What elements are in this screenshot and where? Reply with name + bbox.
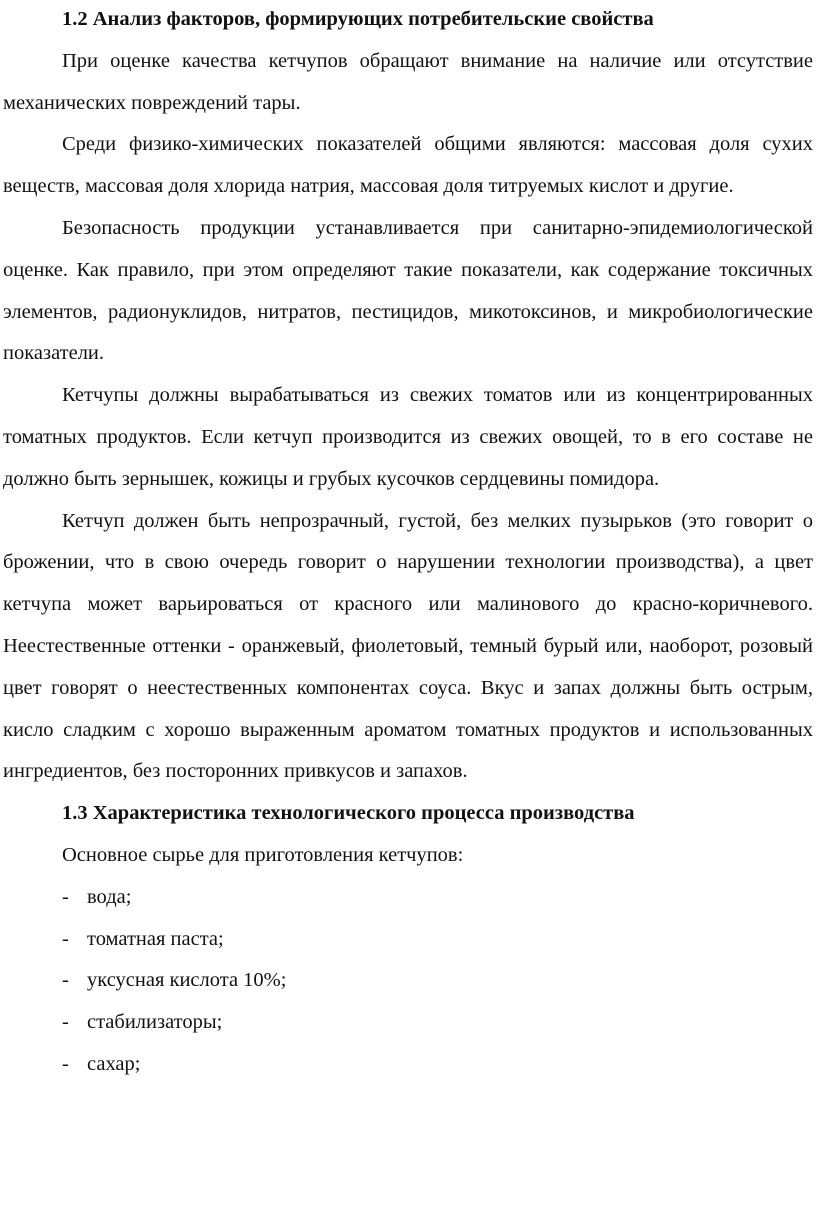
list-dash: - — [62, 885, 69, 908]
section-heading-1-3: 1.3 Характеристика технологического процесса производства — [62, 802, 635, 825]
list-item-text: стабилизаторы; — [87, 1011, 223, 1034]
list-item — [3, 960, 813, 1002]
list-dash: - — [62, 969, 69, 992]
list-item-text: сахар; — [87, 1052, 141, 1075]
ingredients-list-intro: Основное сырье для приготовления кетчупов: — [62, 843, 464, 866]
list-item — [3, 877, 813, 919]
list-item-text: уксусная кислота 10%; — [87, 969, 287, 992]
document-content — [3, 0, 813, 1086]
paragraph-raw-materials: Кетчупы должны вырабатываться из свежих томатов или из концентрированных томатных продуктов. Если кетчуп производится из свежих овощей, то в его составе не должно быть зернышек, кожицы и грубых кусочков сердцевины помидора. — [3, 384, 813, 490]
list-item — [3, 1044, 813, 1086]
list-item — [3, 1002, 813, 1044]
paragraph-packaging: При оценке качества кетчупов обращают внимание на наличие или отсутствие механических повреждений тары. — [3, 49, 813, 114]
paragraph-physicochemical: Среди физико-химических показателей общими являются: массовая доля сухих веществ, массовая доля хлорида натрия, массовая доля титруемых кислот и другие. — [3, 133, 813, 198]
paragraph-safety: Безопасность продукции устанавливается при санитарно-эпидемиологической оценке. Как правило, при этом определяют такие показатели, как содержание токсичных элементов, радионуклидов, нитратов, пестицидов, микотоксинов, и микробиологические показатели. — [3, 216, 813, 365]
paragraph-appearance: Кетчуп должен быть непрозрачный, густой, без мелких пузырьков (это говорит о брожении, что в свою очередь говорит о нарушении технологии производства), а цвет кетчупа может варьироваться от красного или малинового до красно-коричневого. Неестественные оттенки - оранжевый, фиолетовый, темный бурый или, наоборот, розовый цвет говорят о неестественных компонентах соуса. Вкус и запах должны быть острым, кисло сладким с хорошо выраженным ароматом томатных продуктов и использованных ингредиентов, без посторонних привкусов и запахов. — [3, 509, 813, 783]
list-dash: - — [62, 1011, 69, 1034]
ingredients-list — [3, 877, 813, 1086]
list-dash: - — [62, 1052, 69, 1075]
list-item-text: томатная паста; — [87, 927, 224, 950]
list-item-text: вода; — [87, 885, 132, 908]
section-heading-1-2: 1.2 Анализ факторов, формирующих потребительские свойства — [62, 8, 654, 30]
list-dash: - — [62, 927, 69, 950]
list-item — [3, 919, 813, 961]
